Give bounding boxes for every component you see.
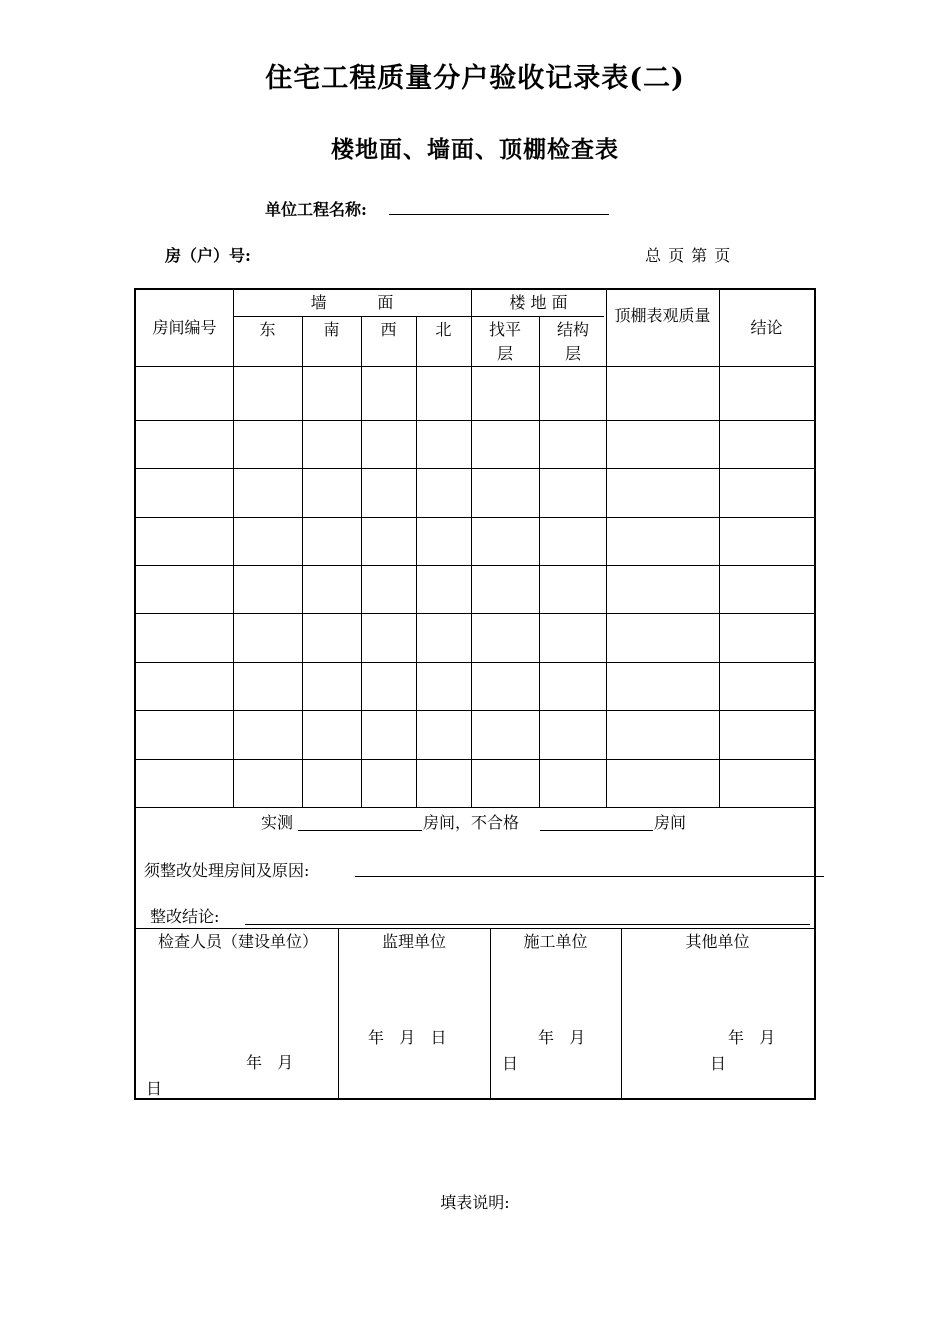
header-subdivider <box>233 316 604 317</box>
rectify-rooms-field[interactable] <box>355 876 824 877</box>
row-line <box>136 420 814 421</box>
group-header-floor: 楼 地 面 <box>509 293 568 312</box>
row-line <box>136 759 814 760</box>
sig-inspector-day: 日 <box>146 1079 163 1098</box>
fill-instructions: 填表说明: <box>440 1193 510 1212</box>
col-line <box>471 290 472 807</box>
col-header-east: 东 <box>259 320 276 339</box>
col-line <box>719 290 720 807</box>
sig-construction-date: 年 月 <box>538 1028 586 1047</box>
sig-construction-label: 施工单位 <box>523 932 588 951</box>
col-header-north: 北 <box>435 320 452 339</box>
col-header-west: 西 <box>380 320 397 339</box>
sig-other-day: 日 <box>710 1054 727 1073</box>
room-number-label: 房（户）号: <box>165 246 251 265</box>
sig-other-label: 其他单位 <box>685 932 750 951</box>
col-header-room: 房间编号 <box>152 318 217 337</box>
signature-top-line <box>136 928 814 929</box>
sig-inspector-label: 检查人员（建设单位） <box>157 932 318 951</box>
row-line <box>136 613 814 614</box>
rectify-rooms-label: 须整改处理房间及原因: <box>144 861 310 880</box>
col-line <box>302 316 303 807</box>
unqualified-label: 房间，不合格 <box>423 813 520 832</box>
row-line <box>136 710 814 711</box>
inspection-table <box>134 288 816 1100</box>
sig-supervision-date: 年 月 日 <box>368 1028 447 1047</box>
sig-inspector-date: 年 月 <box>246 1053 294 1072</box>
unit-name-label: 单位工程名称: <box>265 200 367 219</box>
col-header-leveling: 找平层 <box>488 320 521 363</box>
col-line <box>606 290 607 807</box>
page-subtitle: 楼地面、墙面、顶棚检查表 <box>331 136 619 163</box>
col-header-south: 南 <box>323 320 340 339</box>
row-line <box>136 662 814 663</box>
header-bottom-line <box>136 366 814 367</box>
col-line <box>539 316 540 807</box>
measured-label: 实测 <box>261 813 294 832</box>
col-header-conclusion: 结论 <box>750 318 783 337</box>
col-line <box>416 316 417 807</box>
rooms-label: 房间 <box>654 813 687 832</box>
group-header-wall: 墙 面 <box>310 293 394 312</box>
unit-name-field[interactable] <box>389 214 609 215</box>
row-line <box>136 468 814 469</box>
sig-construction-day: 日 <box>502 1054 519 1073</box>
sig-supervision-label: 监理单位 <box>381 932 446 951</box>
col-line <box>361 316 362 807</box>
rectify-conclusion-field[interactable] <box>245 924 810 925</box>
col-header-structural: 结构层 <box>556 320 589 363</box>
unqualified-count-field[interactable] <box>540 830 653 831</box>
measured-count-field[interactable] <box>298 830 422 831</box>
rectify-conclusion-label: 整改结论: <box>150 907 220 926</box>
row-line <box>136 807 814 808</box>
page-title: 住宅工程质量分户验收记录表(二) <box>265 63 685 94</box>
sig-other-date: 年 月 <box>728 1028 776 1047</box>
col-line <box>233 290 234 807</box>
row-line <box>136 565 814 566</box>
page-info: 总 页 第 页 <box>645 246 732 265</box>
col-header-ceiling: 顶棚表观质量 <box>614 306 711 325</box>
row-line <box>136 517 814 518</box>
